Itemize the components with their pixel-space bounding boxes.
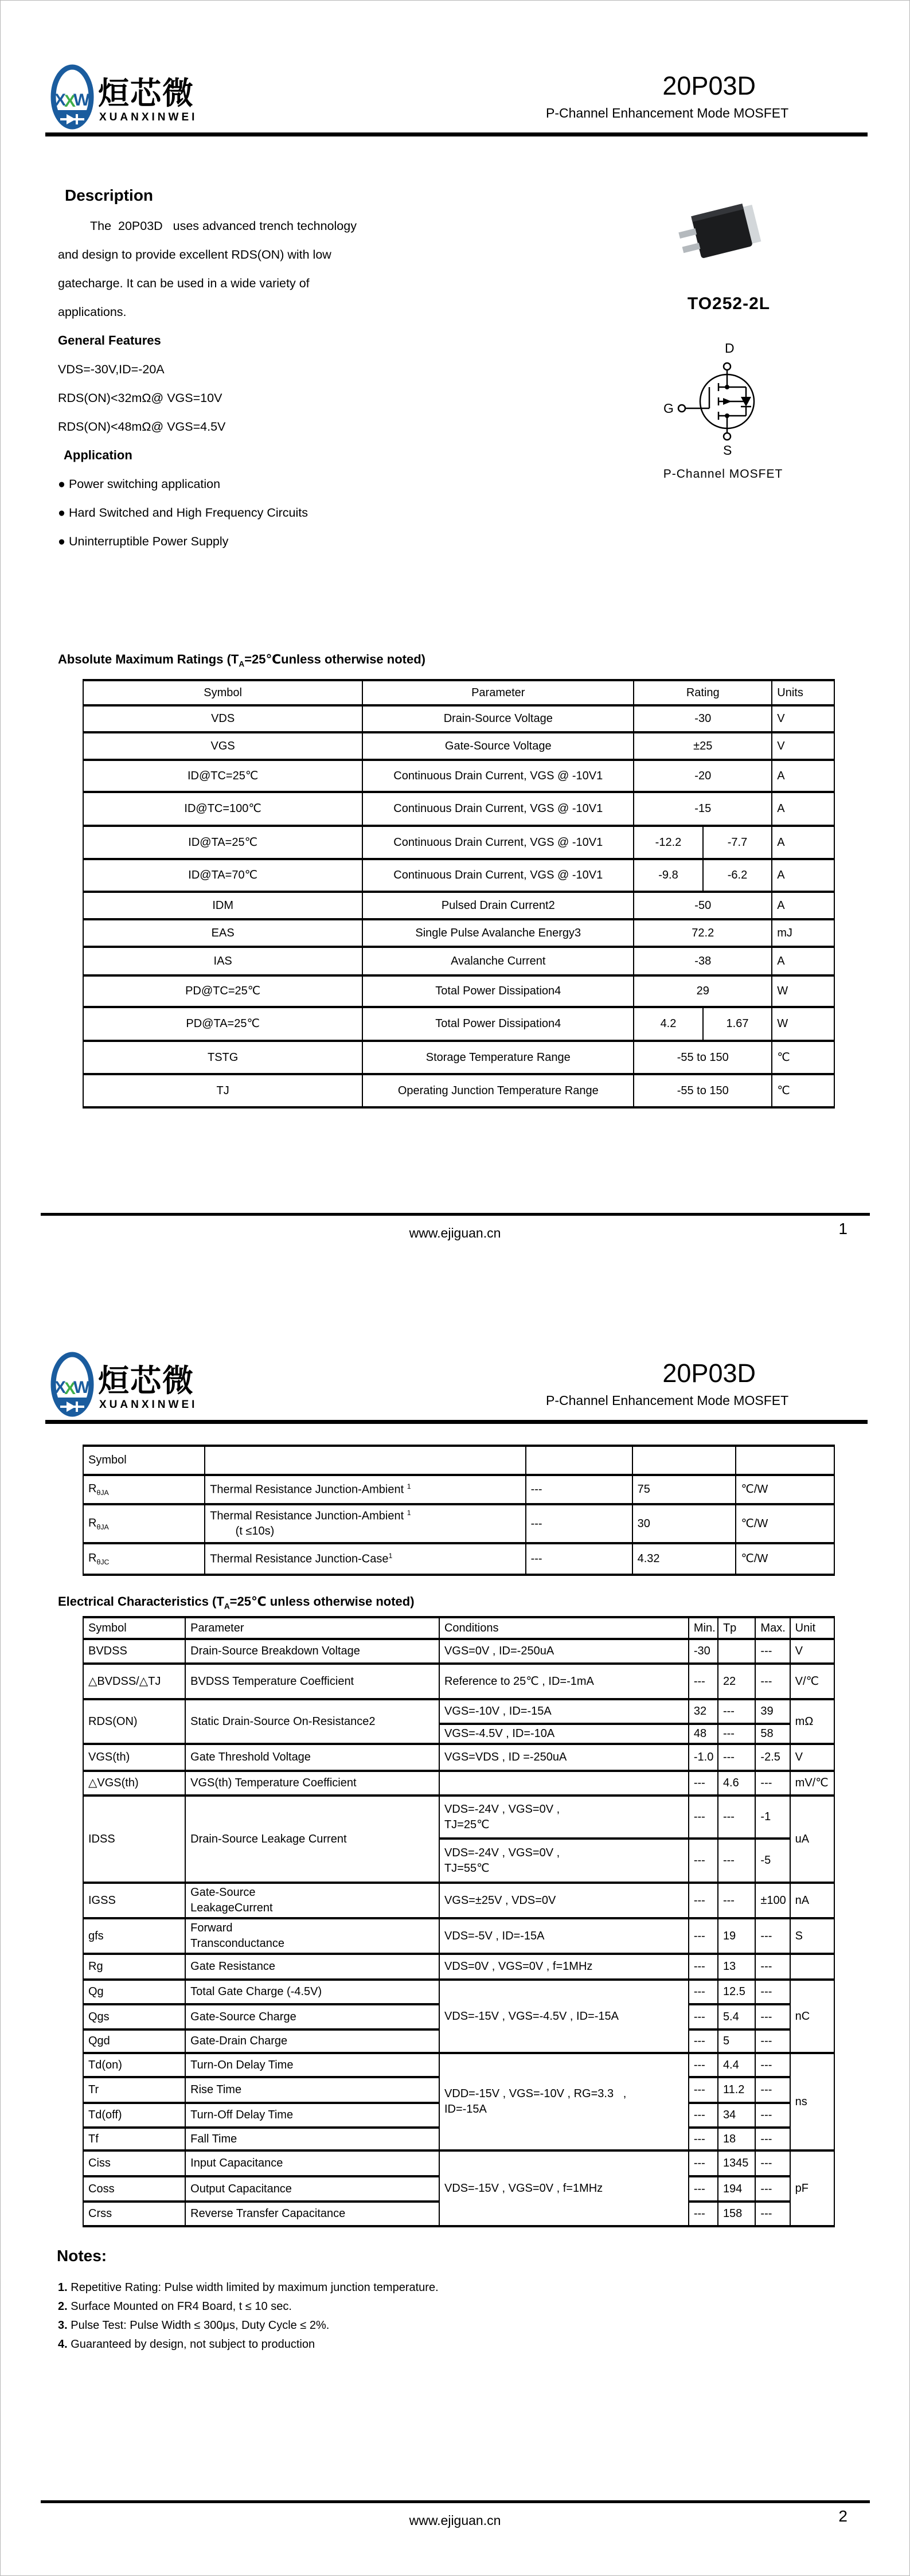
table-cell: Drain-Source Voltage — [362, 705, 634, 732]
table-cell: -55 to 150 — [634, 1074, 772, 1107]
table-cell: --- — [526, 1543, 632, 1575]
table-cell: 4.32 — [632, 1543, 736, 1575]
table-cell: -5 — [755, 1839, 790, 1883]
table-cell: VDS=-24V , VGS=0V , TJ=55℃ — [439, 1839, 689, 1883]
svg-text:W: W — [73, 1378, 90, 1397]
table-cell: V — [772, 705, 834, 732]
table-cell: 5 — [718, 2029, 755, 2053]
application-heading: Application — [64, 448, 132, 462]
table-cell: VGS=0V , ID=-250uA — [439, 1639, 689, 1664]
table-cell: --- — [689, 2029, 718, 2053]
svg-text:X: X — [64, 1379, 76, 1398]
table-cell: RDS(ON) — [83, 1699, 185, 1744]
table-cell: Drain-Source Leakage Current — [185, 1796, 439, 1883]
package-photo-icon — [676, 197, 768, 266]
table-cell: --- — [689, 2103, 718, 2128]
mosfet-symbol-icon — [659, 342, 799, 466]
application-list — [58, 463, 528, 549]
application-line: ● Uninterruptible Power Supply — [58, 534, 229, 548]
table-cell: -20 — [634, 760, 772, 792]
table-cell: $R_{\theta JA}$ — [83, 1504, 205, 1543]
table-cell: Operating Junction Temperature Range — [362, 1074, 634, 1107]
table-cell: -30 — [689, 1639, 718, 1664]
table-cell: --- — [755, 1918, 790, 1954]
table-cell: 12.5 — [718, 1980, 755, 2004]
table-cell: IAS — [83, 947, 362, 975]
table-cell: mV/℃ — [790, 1771, 834, 1796]
brand-logo — [50, 1352, 314, 1422]
table-cell: 22 — [718, 1664, 755, 1699]
brand-name-en: XUANXINWEI — [99, 1399, 198, 1411]
header-rule — [45, 1420, 868, 1424]
table-cell: ID@TC=100℃ — [83, 792, 362, 826]
table-cell: -1.0 — [689, 1744, 718, 1771]
table-cell: Output Capacitance — [185, 2176, 439, 2202]
table-cell: -1 — [755, 1796, 790, 1839]
table-cell: --- — [689, 2202, 718, 2226]
table-cell: --- — [689, 1883, 718, 1918]
abs-max-table — [83, 679, 835, 1109]
table-cell: ℃ — [772, 1041, 834, 1074]
table-cell: --- — [689, 1664, 718, 1699]
part-subtitle: P-Channel Enhancement Mode MOSFET — [546, 1393, 789, 1408]
table-cell: --- — [526, 1504, 632, 1543]
table-cell: Rg — [83, 1954, 185, 1980]
table-cell: A — [772, 760, 834, 792]
description-line: The 20P03D uses advanced trench technology — [90, 219, 357, 233]
table-cell: Turn-Off Delay Time — [185, 2103, 439, 2128]
table-cell: --- — [718, 1699, 755, 1724]
table-cell: Gate Resistance — [185, 1954, 439, 1980]
table-cell: Thermal Resistance Junction-Ambient $^1$ (t ≤10s) — [205, 1504, 525, 1543]
table-cell: --- — [755, 1639, 790, 1664]
table-cell: mΩ — [790, 1699, 834, 1744]
table-cell: 72.2 — [634, 919, 772, 947]
table-cell: -15 — [634, 792, 772, 826]
table-cell: --- — [526, 1475, 632, 1504]
package-name: TO252-2L — [687, 294, 771, 313]
table-cell: 18 — [718, 2128, 755, 2150]
table-cell: BVDSS — [83, 1639, 185, 1664]
table-cell: Fall Time — [185, 2128, 439, 2150]
table-cell: VGS(th) Temperature Coefficient — [185, 1771, 439, 1796]
table-cell: Continuous Drain Current, VGS @ -10V1 — [362, 760, 634, 792]
table-cell: Conditions — [439, 1617, 689, 1639]
table-cell: Ciss — [83, 2150, 185, 2176]
table-cell: 13 — [718, 1954, 755, 1980]
table-cell: -9.8 — [634, 859, 703, 892]
table-cell: VGS — [83, 732, 362, 760]
table-cell: Reverse Transfer Capacitance — [185, 2202, 439, 2226]
description-paragraph — [58, 205, 528, 319]
table-cell: ℃/W — [736, 1504, 834, 1543]
header-rule — [45, 132, 868, 136]
table-cell: Avalanche Current — [362, 947, 634, 975]
table-cell: 48 — [689, 1724, 718, 1744]
symbol-caption: P-Channel MOSFET — [663, 467, 783, 481]
table-cell: --- — [718, 1724, 755, 1744]
table-cell: --- — [755, 1664, 790, 1699]
table-cell: VGS(th) — [83, 1744, 185, 1771]
table-cell: Gate-Source LeakageCurrent — [185, 1883, 439, 1918]
table-cell: VDS=-15V , VGS=0V , f=1MHz — [439, 2150, 689, 2226]
notes-list — [58, 2276, 631, 2351]
brand-name-cn: 烜芯微 — [98, 1364, 194, 1398]
description-line: applications. — [58, 305, 127, 319]
table-cell: ns — [790, 2053, 834, 2150]
table-cell: Reference to 25℃ , ID=-1mA — [439, 1664, 689, 1699]
table-cell: --- — [689, 2176, 718, 2202]
table-cell: 1345 — [718, 2150, 755, 2176]
feature-line: VDS=-30V,ID=-20A — [58, 362, 165, 376]
table-cell: Total Gate Charge (-4.5V) — [185, 1980, 439, 2004]
notes-heading: Notes: — [57, 2247, 107, 2265]
table-cell — [736, 1446, 834, 1475]
table-cell: VGS=-4.5V , ID=-10A — [439, 1724, 689, 1744]
table-cell: --- — [718, 1796, 755, 1839]
table-cell: -12.2 — [634, 826, 703, 859]
table-cell: mJ — [772, 919, 834, 947]
table-cell: Coss — [83, 2176, 185, 2202]
table-cell: VGS=VDS , ID =-250uA — [439, 1744, 689, 1771]
table-cell: Turn-On Delay Time — [185, 2053, 439, 2077]
table-cell: ±25 — [634, 732, 772, 760]
footer-url: www.ejiguan.cn — [409, 1225, 501, 1240]
footer-page-number: 2 — [838, 2507, 847, 2525]
part-subtitle: P-Channel Enhancement Mode MOSFET — [546, 106, 789, 120]
table-cell — [526, 1446, 632, 1475]
table-cell: PD@TC=25℃ — [83, 975, 362, 1007]
note-line: 1. Repetitive Rating: Pulse width limited by maximum junction temperature. — [58, 2281, 439, 2294]
table-cell: --- — [755, 2004, 790, 2029]
page-2 — [1, 1288, 909, 2575]
table-cell: VDS=-24V , VGS=0V , TJ=25℃ — [439, 1796, 689, 1839]
table-cell: 75 — [632, 1475, 736, 1504]
table-cell: VDS=-5V , ID=-15A — [439, 1918, 689, 1954]
table-cell: --- — [755, 2128, 790, 2150]
table-cell: --- — [755, 2053, 790, 2077]
table-cell: 29 — [634, 975, 772, 1007]
footer-url: www.ejiguan.cn — [409, 2513, 501, 2528]
table-cell: -38 — [634, 947, 772, 975]
table-cell: Gate-Source Voltage — [362, 732, 634, 760]
table-cell: pF — [790, 2150, 834, 2226]
abs-max-title: Absolute Maximum Ratings ($T_A=25℃unless$ otherwise noted) — [58, 652, 425, 669]
table-cell: 4.6 — [718, 1771, 755, 1796]
part-number: 20P03D — [662, 1359, 756, 1388]
table-cell: ID@TA=70℃ — [83, 859, 362, 892]
table-cell: VDD=-15V , VGS=-10V , RG=3.3 , ID=-15A — [439, 2053, 689, 2150]
table-cell: 194 — [718, 2176, 755, 2202]
table-cell: A — [772, 892, 834, 919]
table-cell: EAS — [83, 919, 362, 947]
brand-logo — [50, 64, 314, 134]
table-cell: --- — [718, 1744, 755, 1771]
table-cell: VGS=±25V , VDS=0V — [439, 1883, 689, 1918]
table-cell: -7.7 — [703, 826, 772, 859]
feature-line: RDS(ON)<32mΩ@ VGS=10V — [58, 391, 222, 405]
table-cell: --- — [689, 1918, 718, 1954]
table-cell: A — [772, 792, 834, 826]
table-cell: A — [772, 859, 834, 892]
table-cell: 11.2 — [718, 2077, 755, 2103]
table-cell: -6.2 — [703, 859, 772, 892]
table-cell: Total Power Dissipation4 — [362, 975, 634, 1007]
table-cell: 34 — [718, 2103, 755, 2128]
table-cell: V/℃ — [790, 1664, 834, 1699]
pin-label-g: G — [663, 401, 674, 416]
table-cell: Gate Threshold Voltage — [185, 1744, 439, 1771]
features-list — [58, 348, 528, 434]
table-cell: V — [790, 1744, 834, 1771]
table-cell: Rating — [634, 680, 772, 705]
table-cell: Qg — [83, 1980, 185, 2004]
table-cell: Thermal Resistance Junction-Ambient $^1$ — [205, 1475, 525, 1504]
table-cell: --- — [755, 2103, 790, 2128]
table-cell: 39 — [755, 1699, 790, 1724]
description-section — [58, 173, 528, 549]
table-cell: gfs — [83, 1918, 185, 1954]
table-cell: --- — [718, 1839, 755, 1883]
table-cell: ℃ — [772, 1074, 834, 1107]
table-cell — [718, 1639, 755, 1664]
electrical-table — [83, 1616, 835, 2227]
table-cell: A — [772, 826, 834, 859]
table-cell: --- — [689, 1771, 718, 1796]
table-cell: --- — [689, 2077, 718, 2103]
table-cell: Symbol — [83, 680, 362, 705]
table-cell: Continuous Drain Current, VGS @ -10V1 — [362, 859, 634, 892]
part-header — [546, 1359, 789, 1408]
table-cell: A — [772, 947, 834, 975]
table-cell: -55 to 150 — [634, 1041, 772, 1074]
table-cell: nA — [790, 1883, 834, 1918]
table-cell: Symbol — [83, 1617, 185, 1639]
svg-text:X: X — [54, 1378, 67, 1397]
table-cell — [439, 1771, 689, 1796]
table-cell: ID@TA=25℃ — [83, 826, 362, 859]
table-cell: Rise Time — [185, 2077, 439, 2103]
table-cell: Td(on) — [83, 2053, 185, 2077]
table-cell: --- — [755, 1980, 790, 2004]
features-heading: General Features — [58, 333, 161, 348]
table-cell: W — [772, 975, 834, 1007]
table-cell: IDM — [83, 892, 362, 919]
pin-label-s: S — [723, 443, 732, 458]
table-cell — [205, 1446, 525, 1475]
table-cell: Crss — [83, 2202, 185, 2226]
note-line: 3. Pulse Test: Pulse Width ≤ 300μs, Duty Cycle ≤ 2%. — [58, 2319, 330, 2332]
table-cell: 30 — [632, 1504, 736, 1543]
footer-page-number: 1 — [838, 1220, 847, 1238]
table-cell: Static Drain-Source On-Resistance2 — [185, 1699, 439, 1744]
page-1 — [1, 1, 909, 1288]
thermal-table — [83, 1445, 835, 1576]
footer-rule — [41, 1213, 870, 1216]
table-cell: Single Pulse Avalanche Energy3 — [362, 919, 634, 947]
table-cell: $R_{\theta JA}$ — [83, 1475, 205, 1504]
table-cell: -50 — [634, 892, 772, 919]
part-header — [546, 71, 789, 121]
table-cell: --- — [689, 2150, 718, 2176]
table-cell: Tp — [718, 1617, 755, 1639]
table-cell: --- — [689, 2128, 718, 2150]
table-cell: ℃/W — [736, 1543, 834, 1575]
table-cell: Min. — [689, 1617, 718, 1639]
table-cell: --- — [689, 2004, 718, 2029]
table-cell: --- — [689, 1980, 718, 2004]
footer-rule — [41, 2500, 870, 2503]
table-cell: Qgs — [83, 2004, 185, 2029]
table-cell: --- — [755, 1771, 790, 1796]
table-cell: V — [790, 1639, 834, 1664]
table-cell: Continuous Drain Current, VGS @ -10V1 — [362, 792, 634, 826]
table-cell: △VGS(th) — [83, 1771, 185, 1796]
table-cell: Tf — [83, 2128, 185, 2150]
table-cell: Units — [772, 680, 834, 705]
table-cell: 4.4 — [718, 2053, 755, 2077]
table-cell: 1.67 — [703, 1007, 772, 1041]
table-cell: Gate-Drain Charge — [185, 2029, 439, 2053]
table-cell: nC — [790, 1980, 834, 2053]
table-cell: --- — [755, 2176, 790, 2202]
table-cell: -2.5 — [755, 1744, 790, 1771]
pin-label-d: D — [725, 342, 735, 356]
brand-name-en: XUANXINWEI — [99, 111, 198, 123]
description-heading: Description — [65, 186, 154, 204]
table-cell: ±100 — [755, 1883, 790, 1918]
table-cell: --- — [689, 1796, 718, 1839]
application-line: ● Power switching application — [58, 477, 221, 491]
table-cell: Gate-Source Charge — [185, 2004, 439, 2029]
table-cell: TSTG — [83, 1041, 362, 1074]
table-cell: VDS=-15V , VGS=-4.5V , ID=-15A — [439, 1980, 689, 2053]
table-cell: V — [772, 732, 834, 760]
description-line: and design to provide excellent RDS(ON) with low — [58, 248, 331, 261]
table-cell: --- — [689, 1954, 718, 1980]
table-cell: BVDSS Temperature Coefficient — [185, 1664, 439, 1699]
svg-text:X: X — [64, 92, 76, 111]
electrical-title: Electrical Characteristics ($T_A=25℃$ unless otherwise noted) — [58, 1594, 415, 1611]
table-cell: --- — [755, 2150, 790, 2176]
feature-line: RDS(ON)<48mΩ@ VGS=4.5V — [58, 420, 226, 434]
table-cell: W — [772, 1007, 834, 1041]
table-cell: Symbol — [83, 1446, 205, 1475]
table-cell: VDS — [83, 705, 362, 732]
table-cell: Continuous Drain Current, VGS @ -10V1 — [362, 826, 634, 859]
table-cell: S — [790, 1918, 834, 1954]
table-cell: 5.4 — [718, 2004, 755, 2029]
table-cell: uA — [790, 1796, 834, 1883]
table-cell: Total Power Dissipation4 — [362, 1007, 634, 1041]
table-cell: -30 — [634, 705, 772, 732]
table-cell: Storage Temperature Range — [362, 1041, 634, 1074]
table-cell: Drain-Source Breakdown Voltage — [185, 1639, 439, 1664]
table-cell: --- — [755, 1954, 790, 1980]
table-cell: $R_{\theta JC}$ — [83, 1543, 205, 1575]
table-cell: --- — [718, 1883, 755, 1918]
table-cell: --- — [689, 1839, 718, 1883]
table-cell: Tr — [83, 2077, 185, 2103]
table-cell: PD@TA=25℃ — [83, 1007, 362, 1041]
table-cell: --- — [755, 2077, 790, 2103]
table-cell: IGSS — [83, 1883, 185, 1918]
table-cell: ℃/W — [736, 1475, 834, 1504]
table-cell: VGS=-10V , ID=-15A — [439, 1699, 689, 1724]
table-cell: Thermal Resistance Junction-Case$^1$ — [205, 1543, 525, 1575]
table-cell: Input Capacitance — [185, 2150, 439, 2176]
part-number: 20P03D — [662, 71, 756, 100]
table-cell: Qgd — [83, 2029, 185, 2053]
brand-logo-icon — [50, 1352, 95, 1417]
table-cell: △BVDSS/△TJ — [83, 1664, 185, 1699]
brand-logo-icon — [50, 64, 95, 130]
table-cell: Pulsed Drain Current2 — [362, 892, 634, 919]
note-line: 2. Surface Mounted on FR4 Board, t ≤ 10 sec. — [58, 2300, 292, 2313]
table-cell: Max. — [755, 1617, 790, 1639]
table-cell: 58 — [755, 1724, 790, 1744]
table-cell: 4.2 — [634, 1007, 703, 1041]
table-cell: Forward Transconductance — [185, 1918, 439, 1954]
description-line: gatecharge. It can be used in a wide variety of — [58, 276, 310, 290]
application-line: ● Hard Switched and High Frequency Circuits — [58, 506, 308, 520]
table-cell: Td(off) — [83, 2103, 185, 2128]
table-cell: IDSS — [83, 1796, 185, 1883]
table-cell: 32 — [689, 1699, 718, 1724]
table-cell: --- — [755, 2029, 790, 2053]
table-cell: 19 — [718, 1918, 755, 1954]
note-line: 4. Guaranteed by design, not subject to production — [58, 2338, 315, 2351]
table-cell: --- — [755, 2202, 790, 2226]
table-cell — [790, 1954, 834, 1980]
svg-text:W: W — [73, 91, 90, 110]
table-cell: 158 — [718, 2202, 755, 2226]
table-cell: VDS=0V , VGS=0V , f=1MHz — [439, 1954, 689, 1980]
brand-name-cn: 烜芯微 — [98, 76, 194, 111]
table-cell: Parameter — [185, 1617, 439, 1639]
table-cell: TJ — [83, 1074, 362, 1107]
table-cell: Unit — [790, 1617, 834, 1639]
table-cell: Parameter — [362, 680, 634, 705]
svg-text:X: X — [54, 91, 67, 110]
table-cell — [632, 1446, 736, 1475]
table-cell: ID@TC=25℃ — [83, 760, 362, 792]
table-cell: --- — [689, 2053, 718, 2077]
